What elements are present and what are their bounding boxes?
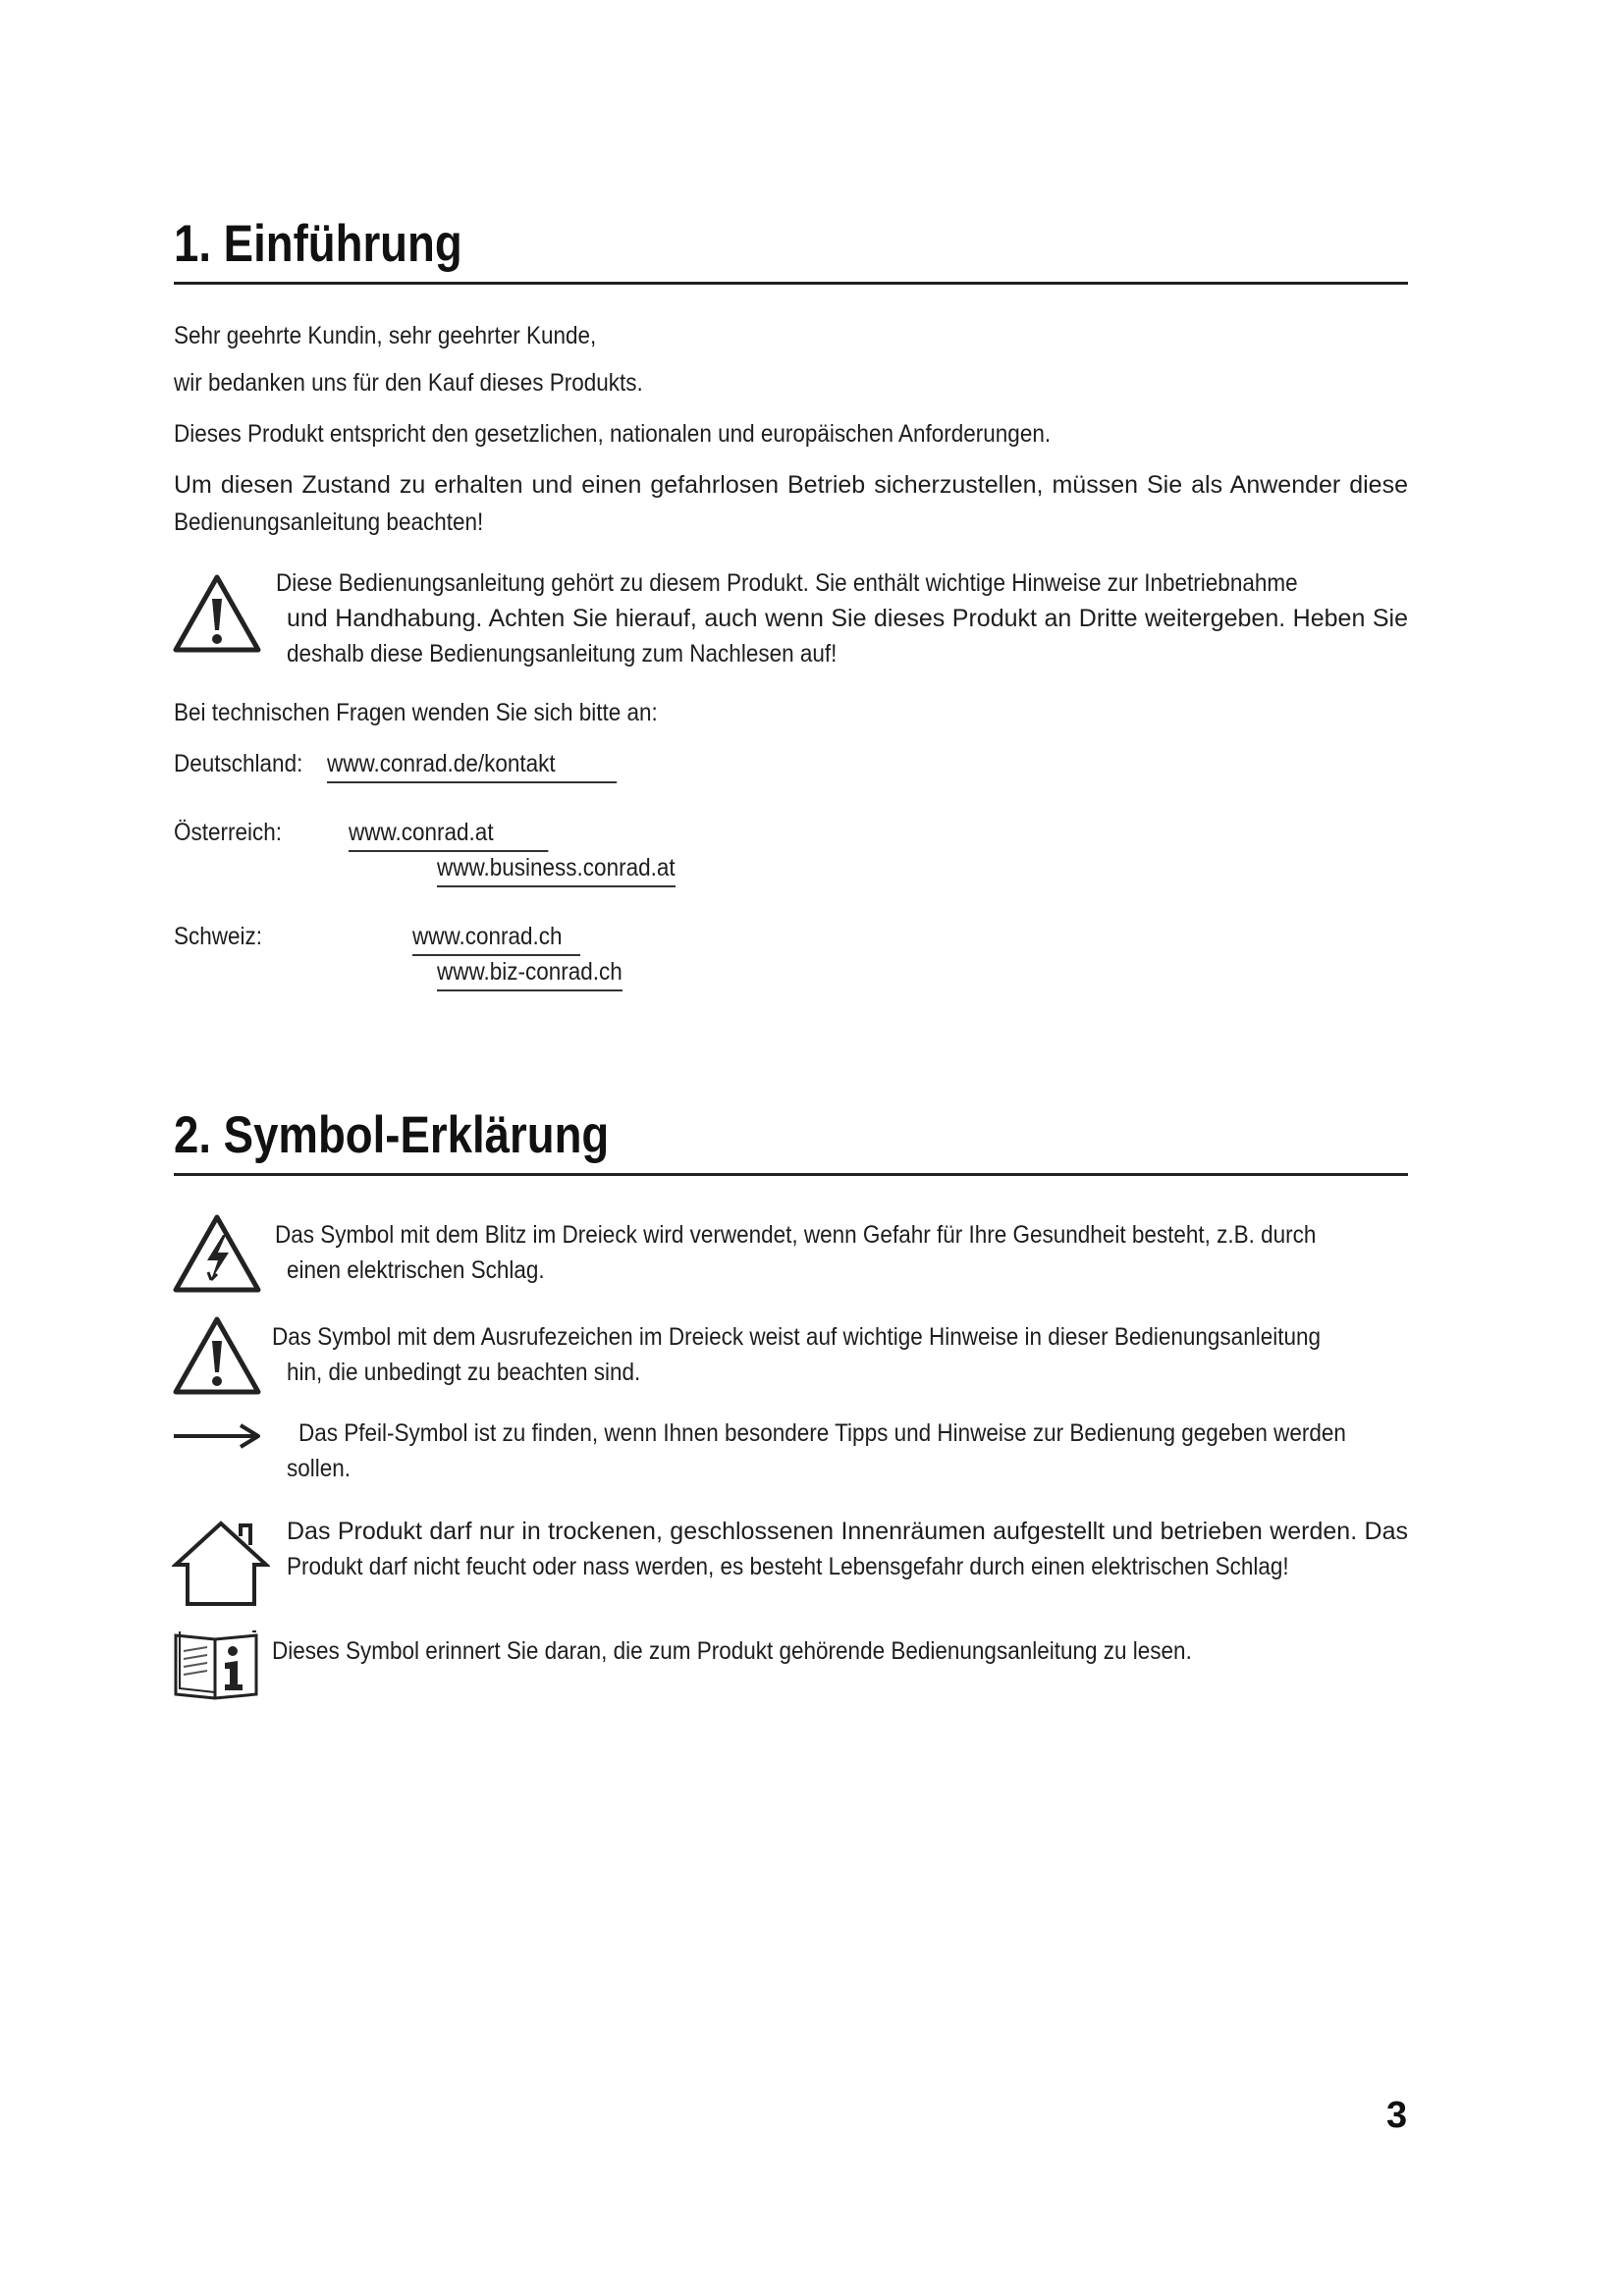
germany-label: Deutschland:	[174, 750, 303, 777]
swiss-link-1[interactable]	[412, 919, 580, 956]
heading-rule	[174, 282, 1408, 285]
thanks-text: wir bedanken uns für den Kauf dieses Produkts.	[174, 369, 643, 397]
symbol-4-line-2: Produkt darf nicht feucht oder nass werden, es besteht Lebensgefahr durch einen elektrischen Schlag!	[287, 1553, 1289, 1580]
swiss-link-2[interactable]	[437, 954, 623, 991]
section-heading-symbols: 2. Symbol-Erklärung	[174, 1106, 610, 1164]
lightning-warning-icon	[172, 1211, 262, 1296]
warning-line-2: und Handhabung. Achten Sie hierauf, auch wenn Sie dieses Produkt an Dritte weitergeben. Heben Sie	[287, 605, 1408, 632]
symbol-2-line-2: hin, die unbedingt zu beachten sind.	[287, 1359, 641, 1386]
austria-link-1[interactable]	[349, 815, 548, 852]
austria-url-2[interactable]: www.business.conrad.at	[437, 850, 676, 887]
section-heading-introduction: 1. Einführung	[174, 215, 462, 273]
greeting-text: Sehr geehrte Kundin, sehr geehrter Kunde,	[174, 322, 597, 349]
symbol-1-line-2: einen elektrischen Schlag.	[287, 1256, 545, 1284]
symbol-3-line-2: sollen.	[287, 1455, 352, 1482]
contact-intro: Bei technischen Fragen wenden Sie sich bitte an:	[174, 699, 658, 726]
swiss-url-2[interactable]: www.biz-conrad.ch	[437, 954, 623, 991]
germany-link[interactable]	[327, 746, 618, 783]
compliance-text: Dieses Produkt entspricht den gesetzlichen, nationalen und europäischen Anforderungen.	[174, 420, 1052, 448]
symbol-5-line-1: Dieses Symbol erinnert Sie daran, die zum Produkt gehörende Bedienungsanleitung zu lesen.	[272, 1637, 1192, 1665]
exclamation-warning-icon	[172, 1313, 262, 1398]
instruction-line-1: Um diesen Zustand zu erhalten und einen gefahrlosen Betrieb sicherzustellen, müssen Sie als Anwender diese	[174, 471, 1408, 499]
symbol-2-line-1: Das Symbol mit dem Ausrufezeichen im Dreieck weist auf wichtige Hinweise in dieser Bedienungsanleitung	[272, 1323, 1322, 1351]
exclamation-warning-icon	[172, 571, 262, 656]
symbol-4-line-1: Das Produkt darf nur in trockenen, geschlossenen Innenräumen aufgestellt und betrieben werden. Das	[287, 1518, 1408, 1545]
manual-info-icon	[172, 1626, 260, 1700]
austria-link-2[interactable]	[437, 850, 676, 887]
symbol-3-line-1: Das Pfeil-Symbol ist zu finden, wenn Ihnen besondere Tipps und Hinweise zur Bedienung gegeben werden	[298, 1419, 1346, 1447]
austria-url-1[interactable]: www.conrad.at	[349, 815, 548, 852]
heading-rule	[174, 1173, 1408, 1176]
symbol-1-line-1: Das Symbol mit dem Blitz im Dreieck wird verwendet, wenn Gefahr für Ihre Gesundheit besteht, z.B. durch	[275, 1221, 1317, 1249]
swiss-label: Schweiz:	[174, 923, 263, 950]
page-number: 3	[1386, 2095, 1408, 2136]
austria-label: Österreich:	[174, 819, 283, 846]
arrow-icon	[172, 1421, 262, 1451]
swiss-url-1[interactable]: www.conrad.ch	[412, 919, 580, 956]
warning-line-1: Diese Bedienungsanleitung gehört zu diesem Produkt. Sie enthält wichtige Hinweise zur Inbetriebnahme	[276, 569, 1298, 597]
warning-line-3: deshalb diese Bedienungsanleitung zum Nachlesen auf!	[287, 640, 838, 667]
house-icon	[172, 1518, 270, 1608]
instruction-line-2: Bedienungsanleitung beachten!	[174, 508, 484, 536]
germany-url[interactable]: www.conrad.de/kontakt	[327, 746, 618, 783]
